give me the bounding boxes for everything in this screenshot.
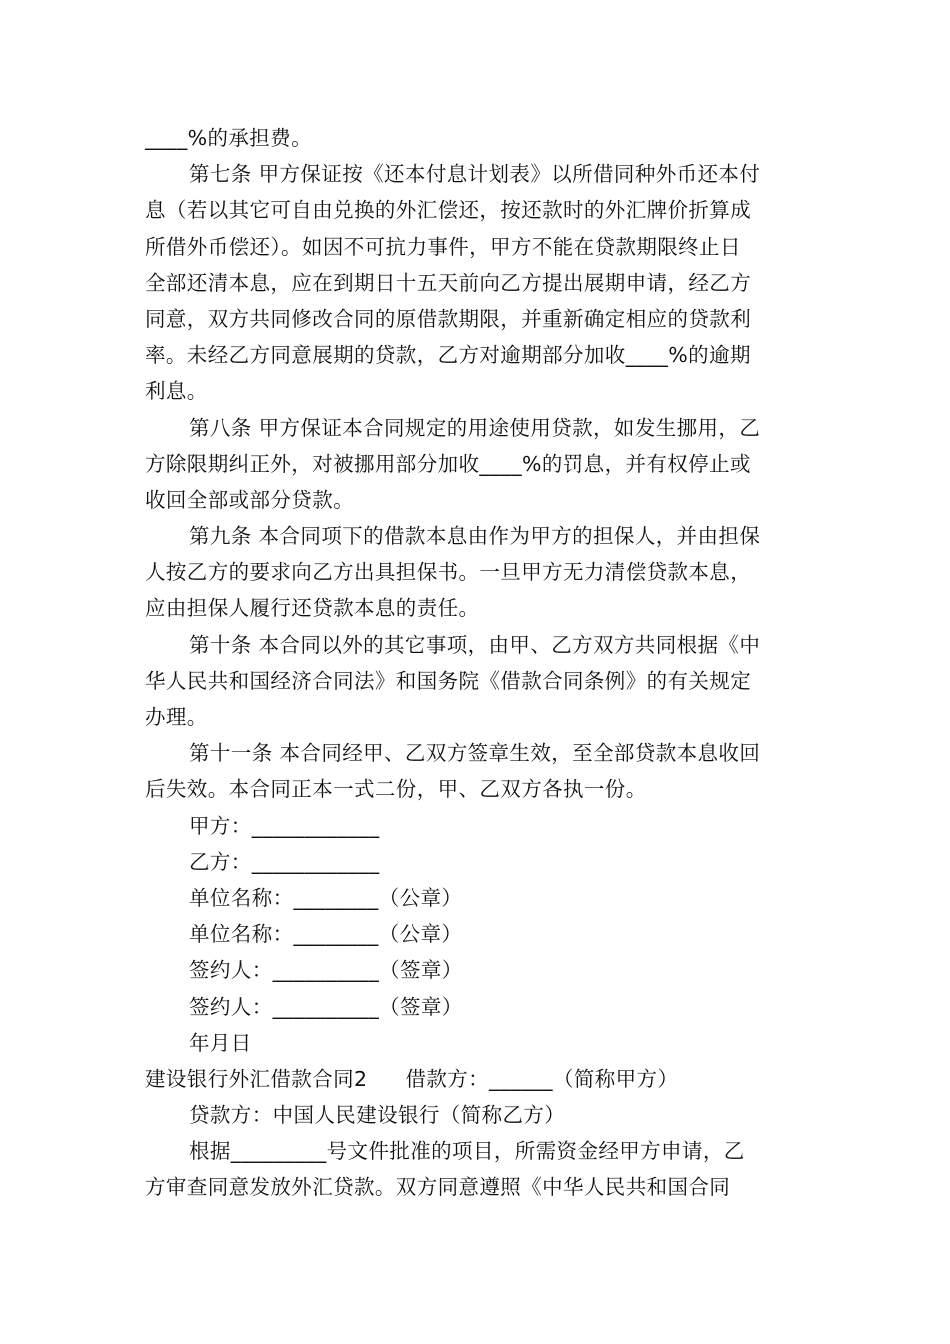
document-tail — [145, 1097, 807, 1206]
text-line: 同意，双方共同修改合同的原借款期限，并重新确定相应的贷款利 — [145, 306, 752, 331]
text-line: 第十一条 本合同经甲、乙双方签章生效，至全部贷款本息收回 — [189, 741, 761, 766]
text-line: 人按乙方的要求向乙方出具担保书。一旦甲方无力清偿贷款本息， — [145, 560, 752, 585]
text-line: 息（若以其它可自由兑换的外汇偿还，按还款时的外汇牌价折算成 — [145, 198, 752, 223]
text-line: 利息。 — [145, 379, 208, 404]
borrower-line: 借款方：______（简称甲方） — [405, 1066, 679, 1091]
text-line: 根据_________号文件批准的项目，所需资金经甲方申请，乙 — [189, 1139, 745, 1164]
text-line: 乙方：____________ — [189, 849, 380, 874]
text-line: 签约人：__________（签章） — [189, 958, 463, 983]
text-line: 率。未经乙方同意展期的贷款，乙方对逾期部分加收____%的逾期 — [145, 343, 751, 368]
text-line: 方除限期纠正外，对被挪用部分加收____%的罚息，并有权停止或 — [145, 451, 751, 476]
contract-title-line — [145, 1061, 807, 1097]
text-line: 后失效。本合同正本一式二份，甲、乙双方各执一份。 — [145, 777, 647, 802]
document-page — [145, 120, 807, 1206]
text-line: 全部还清本息，应在到期日十五天前向乙方提出展期申请，经乙方 — [145, 270, 752, 295]
text-line: 办理。 — [145, 705, 208, 729]
text-line: 第十条 本合同以外的其它事项，由甲、乙方双方共同根据《中 — [189, 632, 761, 657]
text-line: 华人民共和国经济合同法》和国务院《借款合同条例》的有关规定 — [145, 668, 752, 693]
text-line: 第九条 本合同项下的借款本息由作为甲方的担保人，并由担保 — [189, 524, 761, 549]
document-body — [145, 120, 807, 1061]
text-line: 应由担保人履行还贷款本息的责任。 — [145, 596, 480, 621]
text-line: 甲方：____________ — [189, 813, 380, 838]
text-line: ____%的承担费。 — [145, 126, 312, 150]
text-line: 签约人：__________（签章） — [189, 994, 463, 1019]
contract-title: 建设银行外汇借款合同2 — [145, 1066, 368, 1091]
text-line: 所借外币偿还）。如因不可抗力事件，甲方不能在贷款期限终止日 — [145, 234, 741, 259]
text-line: 单位名称：________（公章） — [189, 922, 463, 947]
text-line: 贷款方：中国人民建设银行（简称乙方） — [189, 1103, 566, 1128]
text-line: 收回全部或部分贷款。 — [145, 487, 354, 512]
text-line: 方审查同意发放外汇贷款。双方同意遵照《中华人民共和国合同 — [145, 1175, 731, 1200]
text-line: 年月日 — [189, 1030, 252, 1055]
text-line: 单位名称：________（公章） — [189, 885, 463, 910]
text-line: 第七条 甲方保证按《还本付息计划表》以所借同种外币还本付 — [189, 162, 761, 187]
text-line: 第八条 甲方保证本合同规定的用途使用贷款，如发生挪用，乙 — [189, 415, 761, 440]
